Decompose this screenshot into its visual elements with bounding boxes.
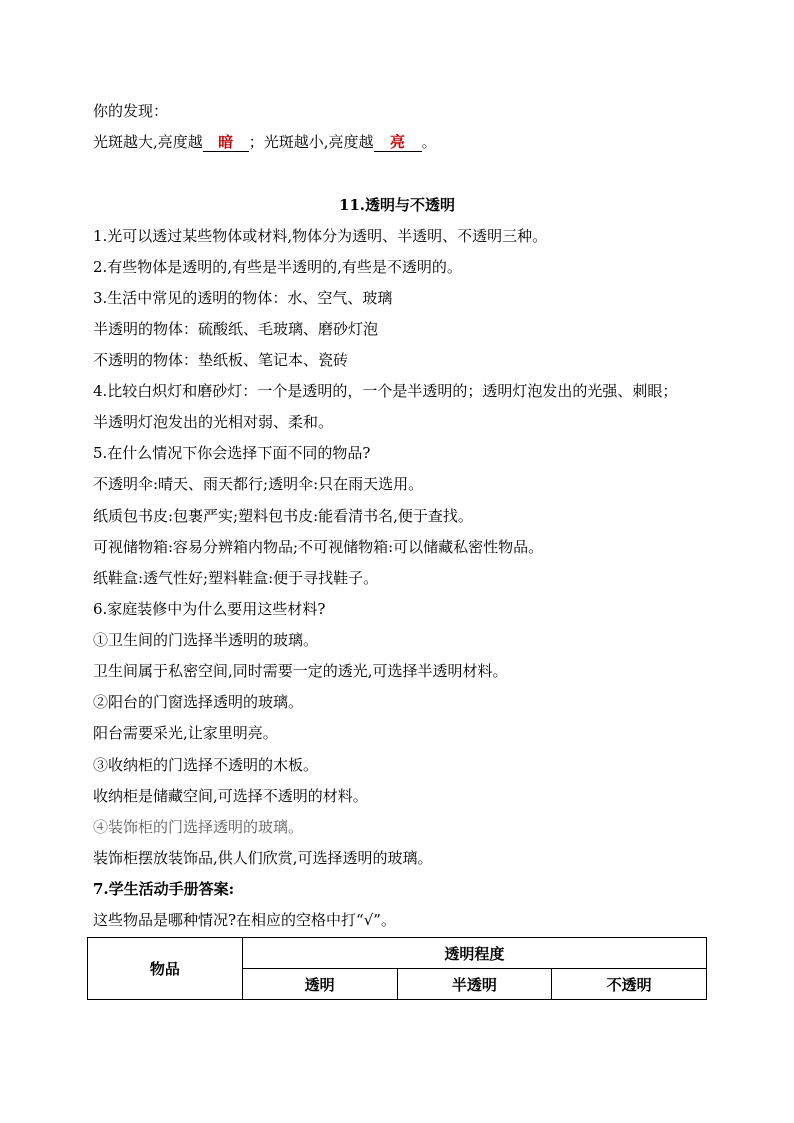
- lesson-line: 1.光可以透过某些物体或材料,物体分为透明、半透明、不透明三种。: [93, 227, 548, 245]
- lesson-line: ③收纳柜的门选择不透明的木板。: [93, 756, 319, 774]
- answer-table: [87, 937, 707, 1000]
- table-header-item: 物品: [88, 938, 243, 1000]
- lesson-line: ②阳台的门窗选择透明的玻璃。: [93, 693, 304, 711]
- lesson-line: 装饰柜摆放装饰品,供人们欣赏,可选择透明的玻璃。: [93, 849, 433, 867]
- lesson-line: 5.在什么情况下你会选择下面不同的物品?: [93, 444, 371, 462]
- lesson-line: 半透明的物体：硫酸纸、毛玻璃、磨砂灯泡: [93, 320, 379, 338]
- activity-prompt: 这些物品是哪种情况?在相应的空格中打“√”。: [93, 911, 396, 929]
- lesson-title: 11.透明与不透明: [338, 196, 456, 214]
- lesson-line: 6.家庭装修中为什么要用这些材料?: [93, 600, 326, 618]
- lesson-line: ④装饰柜的门选择透明的玻璃。: [93, 818, 304, 836]
- lesson-line: 纸质包书皮:包裹严实;塑料包书皮:能看清书名,便于查找。: [93, 507, 473, 525]
- lesson-line: 可视储物箱:容易分辨箱内物品;不可视储物箱:可以储藏私密性物品。: [93, 538, 544, 556]
- lesson-line: 3.生活中常见的透明的物体：水、空气、玻璃: [93, 289, 393, 307]
- lesson-line: 半透明灯泡发出的光相对弱、柔和。: [93, 413, 334, 431]
- table-header-transparency: 透明程度: [242, 938, 706, 969]
- lesson-line: 卫生间属于私密空间,同时需要一定的透光,可选择半透明材料。: [93, 662, 508, 680]
- discovery-sentence: [93, 132, 437, 152]
- lesson-line: ①卫生间的门选择半透明的玻璃。: [93, 631, 319, 649]
- activity-heading: 7.学生活动手册答案:: [93, 880, 235, 898]
- lesson-line: 4.比较白炽灯和磨砂灯：一个是透明的，一个是半透明的；透明灯泡发出的光强、刺眼；: [93, 382, 678, 400]
- lesson-line: 收纳柜是储藏空间,可选择不透明的材料。: [93, 787, 368, 805]
- discovery-text-3: 。: [421, 133, 437, 151]
- table-col-transparent: 透明: [242, 969, 397, 1000]
- table-col-translucent: 半透明: [397, 969, 552, 1000]
- lesson-line: 2.有些物体是透明的,有些是半透明的,有些是不透明的。: [93, 258, 462, 276]
- lesson-line: 不透明伞:晴天、雨天都行;透明伞:只在雨天选用。: [93, 475, 424, 493]
- discovery-text-2: ；光斑越小,亮度越: [248, 133, 374, 151]
- answer-blank-1: 暗: [203, 133, 249, 152]
- discovery-text-1: 光斑越大,亮度越: [93, 133, 203, 151]
- lesson-line: 阳台需要采光,让家里明亮。: [93, 724, 278, 742]
- discovery-heading: 你的发现：: [93, 102, 169, 120]
- answer-blank-2: 亮: [374, 133, 422, 152]
- table-col-opaque: 不透明: [552, 969, 707, 1000]
- lesson-line: 不透明的物体：垫纸板、笔记本、瓷砖: [93, 351, 349, 369]
- lesson-line: 纸鞋盒:透气性好;塑料鞋盒:便于寻找鞋子。: [93, 569, 379, 587]
